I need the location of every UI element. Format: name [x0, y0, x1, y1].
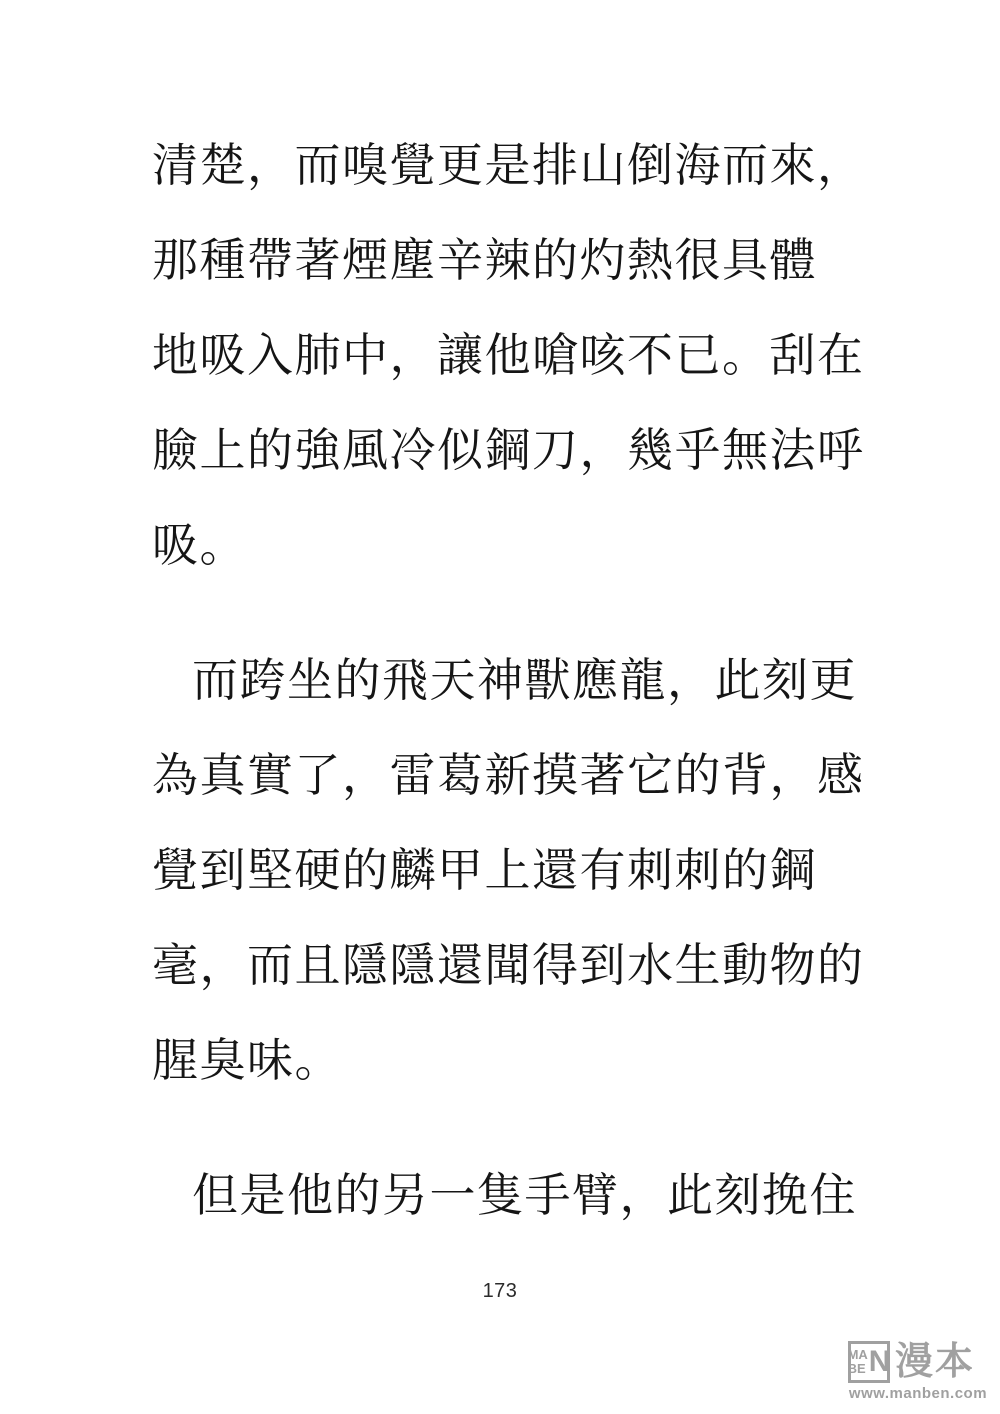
- manben-watermark: [848, 1341, 988, 1402]
- text-line: 為真實了，雷葛新摸著它的背，感: [152, 749, 865, 801]
- manben-url: www.manben.com: [848, 1385, 988, 1402]
- paragraph-1: [152, 118, 868, 593]
- paragraph-2: [152, 633, 868, 1108]
- manben-logo-letters: [848, 1348, 868, 1376]
- text-line: 地吸入肺中，讓他嗆咳不已。刮在: [152, 329, 865, 381]
- manben-wordmark: 漫本: [895, 1341, 976, 1383]
- manben-logo: [848, 1341, 988, 1383]
- page-number: 173: [482, 1280, 518, 1302]
- logo-letters-bottom: BE: [847, 1361, 866, 1376]
- text-line: 毫，而且隱隱還聞得到水生動物的: [152, 939, 865, 991]
- body-text: [152, 118, 868, 1243]
- text-line: 而跨坐的飛天神獸應龍，此刻更: [192, 654, 857, 706]
- paragraph-3: [152, 1148, 868, 1243]
- manben-logo-icon: [848, 1341, 890, 1383]
- text-line: 覺到堅硬的麟甲上還有刺刺的鋼: [152, 844, 817, 896]
- text-line: 但是他的另一隻手臂，此刻挽住: [192, 1169, 857, 1221]
- logo-letter-n: N: [868, 1345, 891, 1378]
- text-line: 吸。: [152, 519, 247, 571]
- text-line: 那種帶著煙塵辛辣的灼熱很具體: [152, 234, 817, 286]
- logo-letters-top: MA: [847, 1347, 868, 1362]
- text-line: 腥臭味。: [152, 1034, 342, 1086]
- text-line: 清楚，而嗅覺更是排山倒海而來，: [152, 139, 865, 191]
- text-line: 臉上的強風冷似鋼刀，幾乎無法呼: [152, 424, 865, 476]
